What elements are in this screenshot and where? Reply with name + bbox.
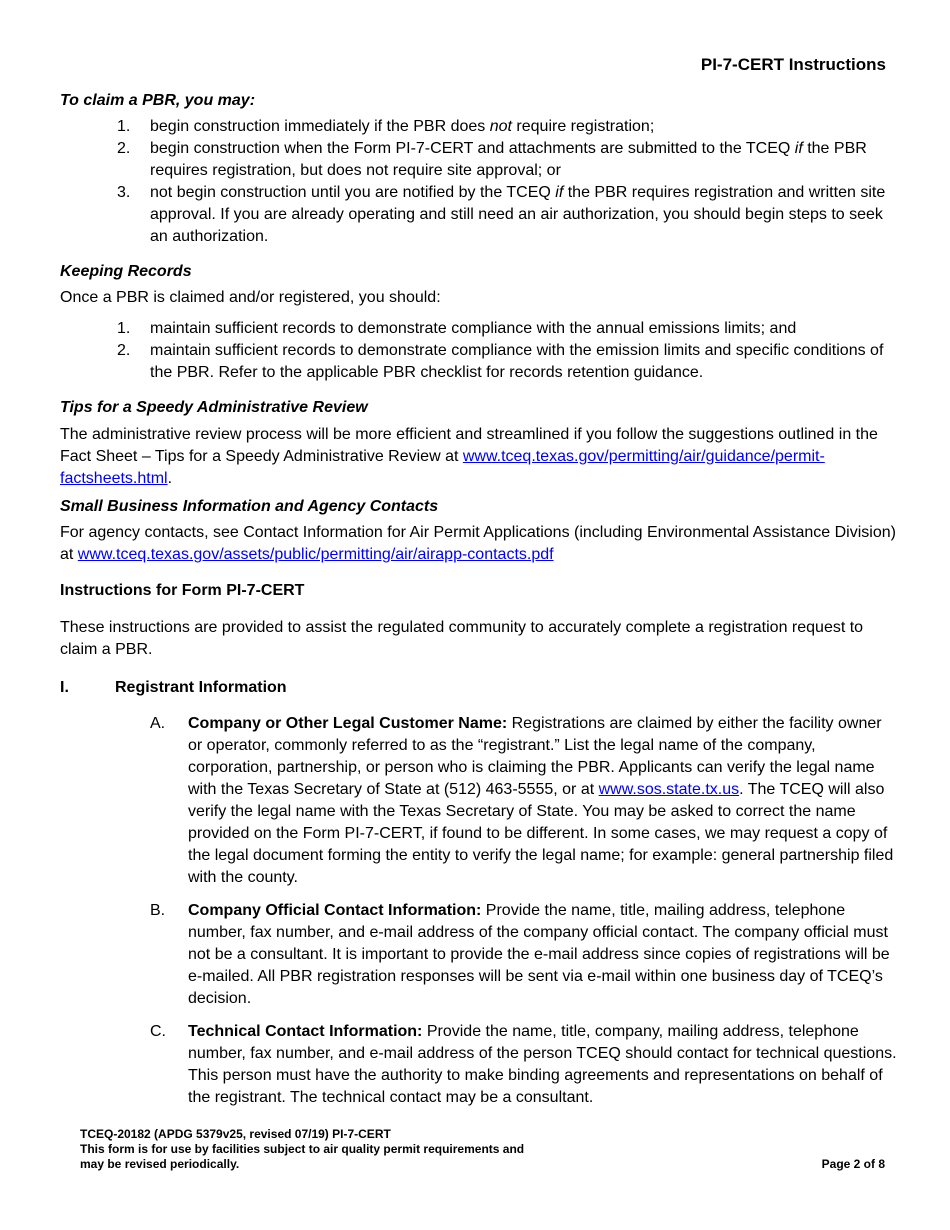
claim-list: [60, 116, 898, 248]
item-number: 1.: [117, 118, 131, 135]
item-number: 2.: [117, 342, 131, 359]
item-emphasis: not: [489, 118, 512, 135]
small-business-heading: Small Business Information and Agency Contacts: [60, 498, 439, 515]
item-text: Provide the name, title, company, mailing address, telephone number, fax number, and e-mail address of the person TCEQ should contact for technical questions. This person must have the authority to make binding agreements and representations on behalf of the registrant. The technical contact may be a consultant.: [188, 1023, 897, 1106]
item-label: Company or Other Legal Customer Name:: [188, 715, 508, 732]
item-number: 2.: [117, 140, 131, 157]
form-id: TCEQ-20182 (APDG 5379v25, revised 07/19) PI-7-CERT: [80, 1127, 391, 1141]
page-header-title: PI-7-CERT Instructions: [700, 55, 886, 74]
item-text: begin construction when the Form PI-7-CERT and attachments are submitted to the TCEQ: [150, 140, 795, 157]
registrant-item-a: [60, 713, 898, 889]
list-item: [60, 318, 898, 340]
small-business-text: For agency contacts, see Contact Information for Air Permit Applications (including Environmental Assistance Division) at: [60, 524, 896, 563]
item-text: require registration;: [511, 118, 655, 135]
footer-note: may be revised periodically.: [80, 1157, 240, 1171]
item-number: 1.: [117, 320, 131, 337]
small-business-paragraph: [60, 522, 898, 566]
item-label: Technical Contact Information:: [188, 1023, 423, 1040]
document-body: [60, 0, 898, 1120]
records-intro: Once a PBR is claimed and/or registered, you should:: [60, 289, 441, 306]
page-footer: [80, 1127, 885, 1172]
section-number: I.: [60, 679, 69, 696]
item-text: maintain sufficient records to demonstrate compliance with the emission limits and specific conditions of the PBR. Refer to the applicable PBR checklist for records retention guidance.: [150, 342, 884, 381]
contacts-link[interactable]: www.tceq.texas.gov/assets/public/permitting/air/airapp-contacts.pdf: [77, 546, 554, 563]
tips-text: The administrative review process will be more efficient and streamlined if you follow the suggestions outlined in the Fact Sheet – Tips for a Speedy Administrative Review at: [60, 426, 878, 465]
item-emphasis: if: [555, 184, 564, 201]
list-item: [60, 116, 898, 138]
claim-heading: To claim a PBR, you may:: [60, 92, 256, 109]
registrant-item-b: [60, 900, 898, 1010]
item-label: Company Official Contact Information:: [188, 902, 482, 919]
footer-note: This form is for use by facilities subject to air quality permit requirements and: [80, 1142, 525, 1156]
item-text: begin construction immediately if the PBR does: [150, 118, 490, 135]
instructions-paragraph: These instructions are provided to assist the regulated community to accurately complete a registration request to claim a PBR.: [60, 619, 864, 658]
instructions-heading: Instructions for Form PI-7-CERT: [60, 582, 305, 599]
records-heading: Keeping Records: [60, 263, 192, 280]
item-text: . The TCEQ will also verify the legal name with the Texas Secretary of State. You may be asked to correct the name provided on the Form PI-7-CERT, if found to be different. In some cases, we may request a copy of the legal document forming the entity to verify the legal name; for example: general partnership filed with the county.: [188, 781, 894, 886]
registrant-items: [60, 713, 898, 1109]
item-text: the PBR requires registration and written site approval. If you are already operating and still need an air authorization, you should begin steps to seek an authorization.: [150, 184, 886, 245]
section-title: Registrant Information: [115, 679, 287, 696]
list-item: [60, 138, 898, 182]
item-text: the PBR requires registration, but does not require site approval; or: [150, 140, 867, 179]
item-emphasis: if: [794, 140, 803, 157]
item-text: Registrations are claimed by either the facility owner or operator, commonly referred to as the “registrant.” List the legal name of the company, corporation, partnership, or person who is claiming the PBR. Applicants can verify the legal name with the Texas Secretary of State at (512) 463-5555, or at: [188, 715, 882, 798]
item-letter: B.: [150, 902, 166, 919]
list-item: [60, 182, 898, 248]
list-item: [60, 340, 898, 384]
sos-link[interactable]: www.sos.state.tx.us: [598, 781, 740, 798]
tips-end: .: [167, 470, 173, 487]
section-registrant: [60, 677, 898, 699]
item-text: not begin construction until you are notified by the TCEQ: [150, 184, 556, 201]
tips-heading: Tips for a Speedy Administrative Review: [60, 399, 368, 416]
item-number: 3.: [117, 184, 131, 201]
tips-paragraph: [60, 424, 898, 490]
item-letter: C.: [150, 1023, 166, 1040]
item-text: Provide the name, title, mailing address, telephone number, fax number, and e-mail address of the company official contact. The company official must not be a consultant. It is important to provide the e-mail address since copies of registrations will be e-mailed. All PBR registration responses will be sent via e-mail within one business day of TCEQ’s decision.: [188, 902, 890, 1007]
records-list: [60, 318, 898, 384]
item-text: maintain sufficient records to demonstrate compliance with the annual emissions limits; and: [150, 320, 797, 337]
page-number: Page 2 of 8: [821, 1157, 885, 1171]
registrant-item-c: [60, 1021, 898, 1109]
item-letter: A.: [150, 715, 166, 732]
factsheets-link[interactable]: www.tceq.texas.gov/permitting/air/guidance/permit-factsheets.html: [60, 448, 825, 487]
